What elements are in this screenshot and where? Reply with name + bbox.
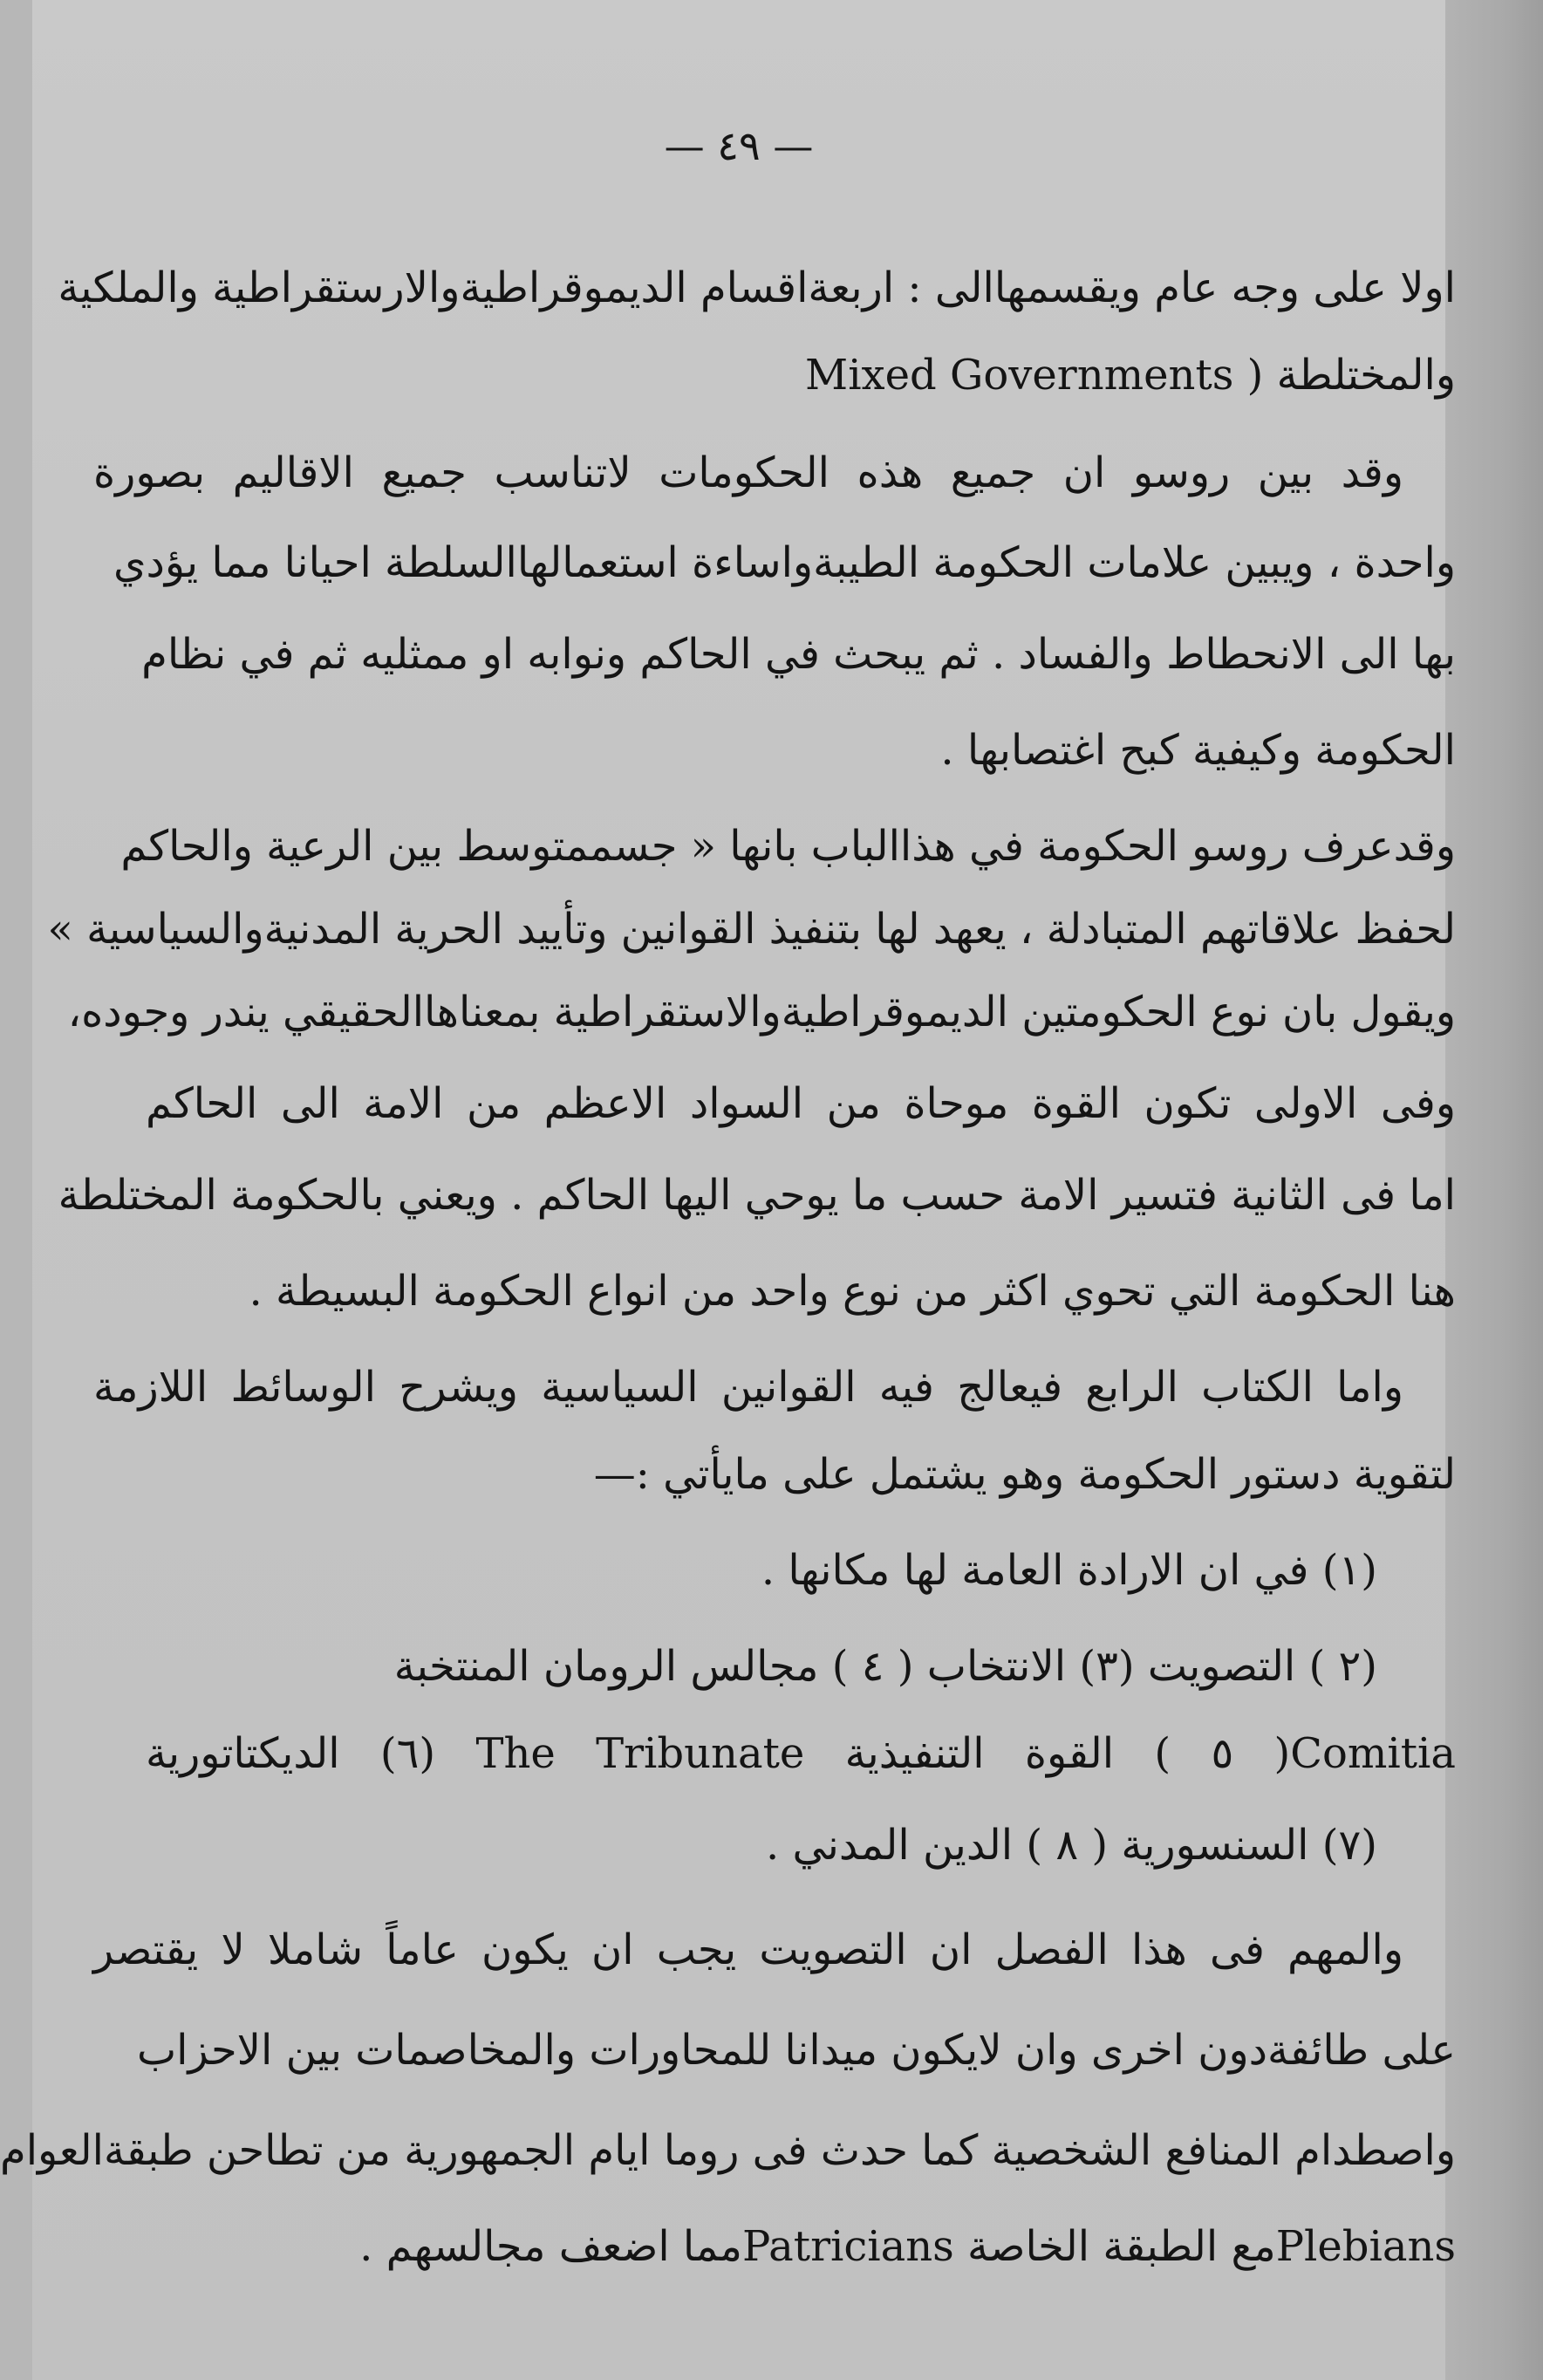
text-line: اما فى الثانية فتسير الامة حسب ما يوحي اليها الحاكم . ويعني بالحكومة المختلطة	[58, 1171, 1456, 1220]
text-line: واصطدام المنافع الشخصية كما حدث فى روما ايام الجمهورية من تطاحن طبقةالعوام	[0, 2126, 1456, 2175]
text-line: (٢ ) التصويت (٣) الانتخاب ( ٤ ) مجالس الرومان المنتخبة	[393, 1642, 1377, 1691]
page-number: — ٤٩ —	[664, 122, 814, 169]
text-line: Comitia( ٥ ) القوة التنفيذية The Tribunate (٦) الديكتاتورية	[146, 1729, 1457, 1778]
text-line: Plebiansمع الطبقة الخاصة Patriciansمما اضعف مجالسهم .	[359, 2222, 1456, 2271]
text-line: بها الى الانحطاط والفساد . ثم يبحث في الحاكم ونوابه او ممثليه ثم في نظام	[141, 630, 1456, 679]
text-line: الحكومة وكيفية كبح اغتصابها .	[940, 726, 1456, 775]
text-line: لتقوية دستور الحكومة وهو يشتمل على مايأتي :—	[593, 1450, 1456, 1499]
text-line: واحدة ، ويبين علامات الحكومة الطيبةواساءة استعمالهاالسلطة احيانا مما يؤدي	[113, 538, 1456, 587]
text-line: والمهم فى هذا الفصل ان التصويت يجب ان يكون عاماً شاملا لا يقتصر	[93, 1925, 1403, 1974]
text-line: لحفظ علاقاتهم المتبادلة ، يعهد لها بتنفيذ القوانين وتأييد الحرية المدنيةوالسياسية »	[47, 905, 1456, 954]
text-line: اولا على وجه عام ويقسمهاالى : اربعةاقسام الديموقراطيةوالارستقراطية والملكية	[58, 263, 1456, 312]
text-line: هنا الحكومة التي تحوي اكثر من نوع واحد من انواع الحكومة البسيطة .	[249, 1267, 1456, 1316]
text-line: والمختلطة ( Mixed Governments	[805, 351, 1456, 400]
text-line: واما الكتاب الرابع فيعالج فيه القوانين السياسية ويشرح الوسائط اللازمة	[93, 1363, 1403, 1412]
text-line: وقدعرف روسو الحكومة في هذاالباب بانها « جسممتوسط بين الرعية والحاكم	[120, 822, 1456, 871]
text-line: (١) في ان الارادة العامة لها مكانها .	[761, 1546, 1377, 1595]
text-line: ويقول بان نوع الحكومتين الديموقراطيةوالاستقراطية بمعناهاالحقيقي يندر وجوده،	[67, 988, 1456, 1036]
text-line: (٧) السنسورية ( ٨ ) الدين المدني .	[765, 1821, 1377, 1870]
page-edge-shadow	[1445, 0, 1543, 2380]
text-line: وفى الاولى تكون القوة موحاة من السواد الاعظم من الامة الى الحاكم	[146, 1079, 1457, 1128]
text-line: وقد بين روسو ان جميع هذه الحكومات لاتناسب جميع الاقاليم بصورة	[93, 448, 1403, 497]
text-line: على طائفةدون اخرى وان لايكون ميدانا للمحاورات والمخاصمات بين الاحزاب	[136, 2026, 1456, 2075]
